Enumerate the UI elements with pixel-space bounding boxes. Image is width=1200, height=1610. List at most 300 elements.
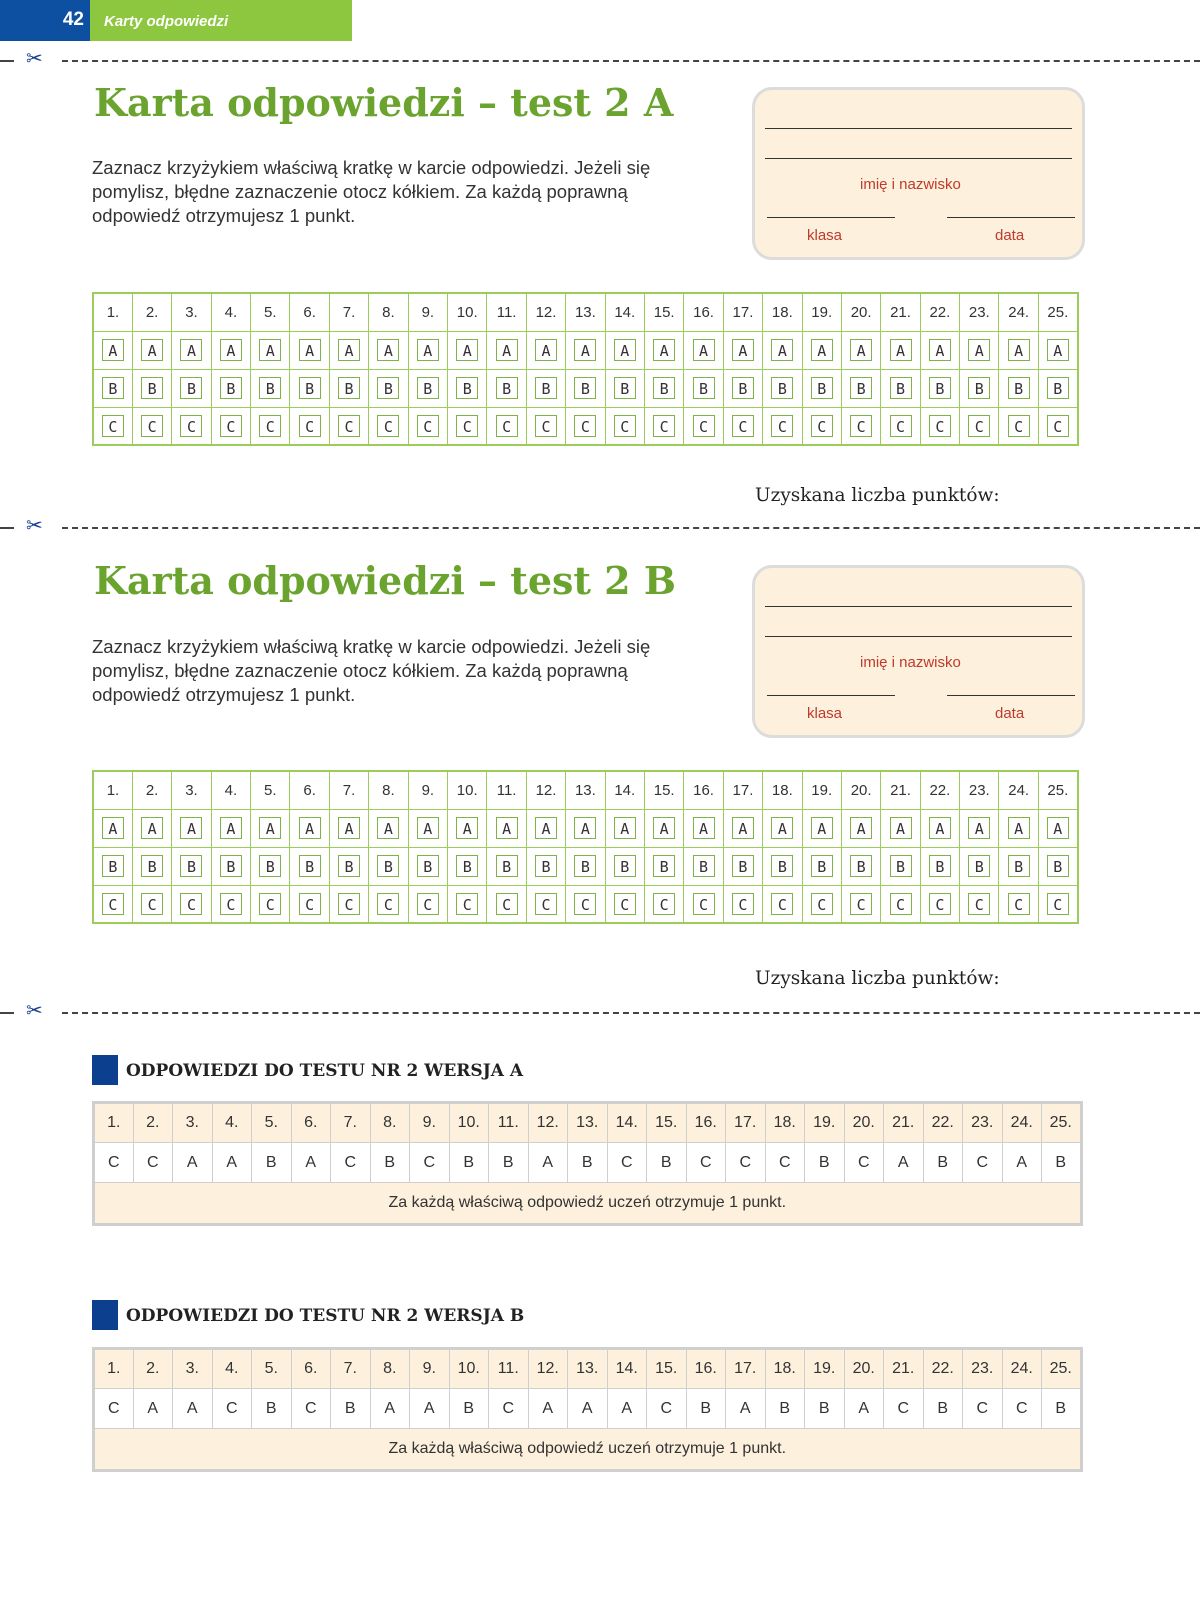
- question-number: 11.: [487, 771, 526, 809]
- answer-checkbox[interactable]: C: [180, 893, 202, 915]
- answer-checkbox[interactable]: C: [220, 415, 242, 437]
- class-line[interactable]: [767, 695, 895, 696]
- answer-checkbox[interactable]: C: [614, 893, 636, 915]
- correct-answer: B: [805, 1389, 845, 1429]
- answer-checkbox[interactable]: B: [1008, 377, 1030, 399]
- answer-cell: [329, 407, 368, 445]
- answer-checkbox[interactable]: A: [180, 339, 202, 361]
- answer-checkbox[interactable]: A: [574, 339, 596, 361]
- answer-cell: [999, 331, 1038, 369]
- answer-checkbox[interactable]: A: [811, 339, 833, 361]
- answer-checkbox[interactable]: A: [732, 339, 754, 361]
- answer-cell: [605, 369, 644, 407]
- question-number: 3.: [172, 771, 211, 809]
- answer-checkbox[interactable]: C: [693, 893, 715, 915]
- date-line[interactable]: [947, 695, 1075, 696]
- answer-checkbox[interactable]: B: [732, 855, 754, 877]
- answer-checkbox[interactable]: B: [968, 377, 990, 399]
- answer-checkbox[interactable]: B: [377, 377, 399, 399]
- correct-answer: B: [805, 1143, 845, 1183]
- answer-checkbox[interactable]: A: [299, 339, 321, 361]
- answer-checkbox[interactable]: C: [141, 893, 163, 915]
- answer-cell: [251, 369, 290, 407]
- answer-checkbox[interactable]: A: [102, 339, 124, 361]
- answer-cell: [290, 331, 329, 369]
- answer-checkbox[interactable]: B: [496, 855, 518, 877]
- answer-checkbox[interactable]: B: [614, 377, 636, 399]
- answer-cell: [93, 369, 132, 407]
- answer-checkbox[interactable]: B: [732, 377, 754, 399]
- answer-checkbox[interactable]: C: [929, 893, 951, 915]
- question-number: 24.: [999, 293, 1038, 331]
- question-number: 9.: [408, 293, 447, 331]
- answer-checkbox[interactable]: B: [574, 377, 596, 399]
- question-number: 18.: [765, 1349, 805, 1389]
- answer-checkbox[interactable]: B: [102, 855, 124, 877]
- answer-checkbox[interactable]: A: [771, 339, 793, 361]
- answer-cell: [684, 331, 723, 369]
- answer-cell: [526, 847, 565, 885]
- answer-checkbox[interactable]: A: [456, 339, 478, 361]
- answer-checkbox[interactable]: A: [968, 817, 990, 839]
- answer-cell: [881, 407, 920, 445]
- answer-checkbox[interactable]: A: [259, 817, 281, 839]
- answer-checkbox[interactable]: C: [1047, 415, 1069, 437]
- answer-checkbox[interactable]: C: [771, 415, 793, 437]
- answer-checkbox[interactable]: A: [614, 817, 636, 839]
- answer-checkbox[interactable]: C: [456, 893, 478, 915]
- question-number: 14.: [605, 293, 644, 331]
- answer-cell: [290, 885, 329, 923]
- answer-checkbox[interactable]: C: [377, 415, 399, 437]
- question-number: 4.: [212, 1349, 252, 1389]
- answer-checkbox[interactable]: B: [653, 377, 675, 399]
- test-a-student-info-box: [752, 87, 1085, 260]
- answer-checkbox[interactable]: A: [456, 817, 478, 839]
- answer-checkbox[interactable]: A: [1047, 339, 1069, 361]
- answer-checkbox[interactable]: C: [259, 893, 281, 915]
- answer-checkbox[interactable]: C: [929, 415, 951, 437]
- answer-checkbox[interactable]: C: [141, 415, 163, 437]
- answer-checkbox[interactable]: A: [1047, 817, 1069, 839]
- answer-checkbox[interactable]: C: [811, 415, 833, 437]
- answer-checkbox[interactable]: B: [1047, 855, 1069, 877]
- answer-checkbox[interactable]: C: [535, 415, 557, 437]
- answer-cell: [644, 885, 683, 923]
- answer-cell: [999, 809, 1038, 847]
- answer-checkbox[interactable]: C: [653, 893, 675, 915]
- correct-answer: B: [449, 1143, 489, 1183]
- answer-cell: [763, 331, 802, 369]
- answer-checkbox[interactable]: B: [102, 377, 124, 399]
- answer-cell: [448, 809, 487, 847]
- answer-checkbox[interactable]: B: [929, 377, 951, 399]
- answer-checkbox[interactable]: C: [890, 893, 912, 915]
- question-number: 7.: [331, 1349, 371, 1389]
- answer-checkbox[interactable]: B: [259, 377, 281, 399]
- answer-checkbox[interactable]: B: [574, 855, 596, 877]
- answer-cell: [93, 407, 132, 445]
- answer-checkbox[interactable]: A: [771, 817, 793, 839]
- question-number: 15.: [647, 1349, 687, 1389]
- answer-cell: [172, 369, 211, 407]
- answer-checkbox[interactable]: C: [259, 415, 281, 437]
- answer-checkbox[interactable]: B: [693, 855, 715, 877]
- answer-cell: [329, 885, 368, 923]
- answer-cell: [802, 369, 841, 407]
- answer-cell: [684, 885, 723, 923]
- answer-checkbox[interactable]: B: [850, 855, 872, 877]
- answer-cell: [566, 369, 605, 407]
- answer-cell: [290, 407, 329, 445]
- correct-answer: C: [94, 1143, 134, 1183]
- answer-checkbox[interactable]: C: [220, 893, 242, 915]
- answer-cell: [211, 847, 250, 885]
- answer-checkbox[interactable]: C: [338, 893, 360, 915]
- class-line[interactable]: [767, 217, 895, 218]
- answer-checkbox[interactable]: C: [968, 893, 990, 915]
- scissors-icon: ✂: [26, 998, 43, 1022]
- answer-checkbox[interactable]: C: [417, 893, 439, 915]
- answer-cell: [251, 847, 290, 885]
- cut-line: [0, 513, 1200, 537]
- question-number: 2.: [133, 1103, 173, 1143]
- answer-checkbox[interactable]: B: [653, 855, 675, 877]
- answer-checkbox[interactable]: C: [614, 415, 636, 437]
- answer-checkbox[interactable]: C: [574, 415, 596, 437]
- answer-cell: [1038, 847, 1077, 885]
- answer-checkbox[interactable]: A: [220, 817, 242, 839]
- answer-checkbox[interactable]: B: [496, 377, 518, 399]
- answer-cell: [723, 369, 762, 407]
- answer-checkbox[interactable]: C: [811, 893, 833, 915]
- answer-checkbox[interactable]: B: [338, 377, 360, 399]
- correct-answer: A: [726, 1389, 766, 1429]
- answer-checkbox[interactable]: B: [338, 855, 360, 877]
- correct-answer: C: [726, 1143, 766, 1183]
- answer-checkbox[interactable]: A: [693, 817, 715, 839]
- question-number: 8.: [369, 293, 408, 331]
- answer-checkbox[interactable]: C: [377, 893, 399, 915]
- answer-checkbox[interactable]: B: [377, 855, 399, 877]
- question-number: 24.: [1002, 1103, 1042, 1143]
- question-number: 16.: [686, 1349, 726, 1389]
- answer-checkbox[interactable]: A: [890, 817, 912, 839]
- answer-cell: [132, 809, 171, 847]
- answer-checkbox[interactable]: A: [102, 817, 124, 839]
- answer-cell: [132, 847, 171, 885]
- answer-cell: [566, 809, 605, 847]
- test-a-title: Karta odpowiedzi – test 2 A: [94, 80, 674, 125]
- answer-checkbox[interactable]: A: [850, 339, 872, 361]
- answer-checkbox[interactable]: A: [220, 339, 242, 361]
- answer-cell: [723, 407, 762, 445]
- class-label: klasa: [807, 227, 843, 244]
- answer-checkbox[interactable]: B: [771, 377, 793, 399]
- answer-cell: [93, 809, 132, 847]
- answer-checkbox[interactable]: C: [496, 415, 518, 437]
- answer-cell: [920, 847, 959, 885]
- answer-cell: [841, 885, 880, 923]
- key-b-heading-text: ODPOWIEDZI DO TESTU NR 2 WERSJA B: [126, 1306, 525, 1326]
- answer-checkbox[interactable]: B: [220, 855, 242, 877]
- answer-checkbox[interactable]: C: [299, 893, 321, 915]
- answer-checkbox[interactable]: C: [496, 893, 518, 915]
- answer-cell: [329, 331, 368, 369]
- answer-cell: [881, 369, 920, 407]
- answer-checkbox[interactable]: A: [968, 339, 990, 361]
- answer-checkbox[interactable]: A: [850, 817, 872, 839]
- answer-cell: [290, 809, 329, 847]
- answer-checkbox[interactable]: A: [614, 339, 636, 361]
- answer-cell: [369, 407, 408, 445]
- answer-cell: [605, 885, 644, 923]
- question-number: 10.: [448, 293, 487, 331]
- correct-answer: A: [212, 1143, 252, 1183]
- answer-checkbox[interactable]: B: [299, 377, 321, 399]
- answer-checkbox[interactable]: B: [141, 855, 163, 877]
- answer-cell: [448, 407, 487, 445]
- question-number: 22.: [923, 1103, 963, 1143]
- answer-cell: [369, 885, 408, 923]
- test-b-student-info-box: [752, 565, 1085, 738]
- answer-checkbox[interactable]: B: [1008, 855, 1030, 877]
- key-a-heading-text: ODPOWIEDZI DO TESTU NR 2 WERSJA A: [126, 1061, 524, 1081]
- answer-checkbox[interactable]: C: [732, 415, 754, 437]
- answer-cell: [487, 369, 526, 407]
- answer-checkbox[interactable]: C: [299, 415, 321, 437]
- answer-cell: [644, 331, 683, 369]
- answer-checkbox[interactable]: A: [338, 339, 360, 361]
- cut-line: [0, 46, 1200, 70]
- answer-checkbox[interactable]: B: [614, 855, 636, 877]
- answer-checkbox[interactable]: B: [299, 855, 321, 877]
- correct-answer: C: [291, 1389, 331, 1429]
- answer-checkbox[interactable]: A: [141, 339, 163, 361]
- answer-checkbox[interactable]: B: [1047, 377, 1069, 399]
- answer-cell: [566, 407, 605, 445]
- correct-answer: A: [291, 1143, 331, 1183]
- answer-cell: [920, 407, 959, 445]
- name-line[interactable]: [765, 158, 1072, 159]
- answer-checkbox[interactable]: C: [180, 415, 202, 437]
- answer-cell: [172, 331, 211, 369]
- question-number: 17.: [723, 293, 762, 331]
- answer-cell: [644, 369, 683, 407]
- answer-cell: [251, 331, 290, 369]
- answer-checkbox[interactable]: C: [732, 893, 754, 915]
- question-number: 13.: [566, 771, 605, 809]
- answer-checkbox[interactable]: C: [456, 415, 478, 437]
- heading-marker: [92, 1055, 118, 1085]
- page-number-block: [0, 0, 90, 41]
- answer-checkbox[interactable]: B: [535, 855, 557, 877]
- answer-checkbox[interactable]: A: [141, 817, 163, 839]
- test-b-score-label: Uzyskana liczba punktów:: [755, 968, 1000, 989]
- answer-checkbox[interactable]: B: [850, 377, 872, 399]
- answer-checkbox[interactable]: A: [338, 817, 360, 839]
- correct-answer: B: [449, 1389, 489, 1429]
- question-number: 14.: [607, 1349, 647, 1389]
- answer-checkbox[interactable]: B: [535, 377, 557, 399]
- answer-checkbox[interactable]: A: [496, 339, 518, 361]
- answer-checkbox[interactable]: A: [377, 339, 399, 361]
- answer-cell: [960, 331, 999, 369]
- question-number: 23.: [963, 1349, 1003, 1389]
- answer-checkbox[interactable]: A: [1008, 817, 1030, 839]
- answer-checkbox[interactable]: B: [180, 855, 202, 877]
- correct-answer: C: [133, 1143, 173, 1183]
- question-number: 20.: [844, 1103, 884, 1143]
- answer-checkbox[interactable]: C: [850, 415, 872, 437]
- answer-checkbox[interactable]: A: [1008, 339, 1030, 361]
- answer-cell: [605, 331, 644, 369]
- correct-answer: C: [963, 1143, 1003, 1183]
- correct-answer: B: [1042, 1143, 1082, 1183]
- answer-checkbox[interactable]: A: [535, 817, 557, 839]
- question-number: 3.: [172, 293, 211, 331]
- answer-cell: [605, 809, 644, 847]
- answer-cell: [802, 847, 841, 885]
- answer-checkbox[interactable]: A: [929, 817, 951, 839]
- answer-checkbox[interactable]: A: [417, 339, 439, 361]
- answer-cell: [723, 847, 762, 885]
- answer-cell: [290, 369, 329, 407]
- correct-answer: B: [252, 1143, 292, 1183]
- answer-checkbox[interactable]: B: [259, 855, 281, 877]
- answer-cell: [487, 847, 526, 885]
- correct-answer: A: [370, 1389, 410, 1429]
- answer-checkbox[interactable]: C: [1008, 415, 1030, 437]
- answer-cell: [644, 809, 683, 847]
- name-line[interactable]: [765, 128, 1072, 129]
- answer-checkbox[interactable]: A: [811, 817, 833, 839]
- answer-checkbox[interactable]: A: [259, 339, 281, 361]
- answer-checkbox[interactable]: B: [220, 377, 242, 399]
- cut-line: [0, 998, 1200, 1022]
- correct-answer: C: [489, 1389, 529, 1429]
- answer-checkbox[interactable]: C: [574, 893, 596, 915]
- question-number: 10.: [448, 771, 487, 809]
- question-number: 17.: [726, 1349, 766, 1389]
- answer-checkbox[interactable]: B: [811, 855, 833, 877]
- answer-checkbox[interactable]: B: [693, 377, 715, 399]
- scoring-note: Za każdą właściwą odpowiedź uczeń otrzymuje 1 punkt.: [94, 1183, 1082, 1225]
- question-number: 8.: [369, 771, 408, 809]
- answer-checkbox[interactable]: C: [102, 893, 124, 915]
- answer-checkbox[interactable]: A: [496, 817, 518, 839]
- answer-checkbox[interactable]: C: [693, 415, 715, 437]
- question-number: 24.: [1002, 1349, 1042, 1389]
- answer-checkbox[interactable]: A: [574, 817, 596, 839]
- answer-checkbox[interactable]: A: [299, 817, 321, 839]
- answer-checkbox[interactable]: C: [417, 415, 439, 437]
- name-label: imię i nazwisko: [860, 176, 961, 193]
- answer-cell: [960, 407, 999, 445]
- question-number: 15.: [647, 1103, 687, 1143]
- answer-checkbox[interactable]: B: [417, 855, 439, 877]
- correct-answer: C: [410, 1143, 450, 1183]
- date-line[interactable]: [947, 217, 1075, 218]
- correct-answer: C: [963, 1389, 1003, 1429]
- test-a-instructions: Zaznacz krzyżykiem właściwą kratkę w karcie odpowiedzi. Jeżeli się pomylisz, błędne zaznaczenie otocz kółkiem. Za każdą poprawną odpowiedź otrzymujesz 1 punkt.: [92, 157, 651, 226]
- page-number: 42: [62, 9, 84, 30]
- question-number: 25.: [1038, 293, 1077, 331]
- question-number: 13.: [568, 1349, 608, 1389]
- question-number: 4.: [211, 293, 250, 331]
- name-line[interactable]: [765, 636, 1072, 637]
- question-number: 21.: [881, 771, 920, 809]
- question-number: 21.: [881, 293, 920, 331]
- answer-checkbox[interactable]: A: [377, 817, 399, 839]
- question-number: 22.: [920, 771, 959, 809]
- answer-checkbox[interactable]: B: [890, 377, 912, 399]
- answer-checkbox[interactable]: C: [968, 415, 990, 437]
- answer-checkbox[interactable]: B: [456, 855, 478, 877]
- answer-checkbox[interactable]: B: [811, 377, 833, 399]
- answer-checkbox[interactable]: A: [890, 339, 912, 361]
- answer-checkbox[interactable]: C: [653, 415, 675, 437]
- answer-checkbox[interactable]: A: [180, 817, 202, 839]
- answer-cell: [1038, 331, 1077, 369]
- answer-checkbox[interactable]: A: [929, 339, 951, 361]
- answer-checkbox[interactable]: C: [535, 893, 557, 915]
- question-number: 11.: [487, 293, 526, 331]
- correct-answer: B: [1042, 1389, 1082, 1429]
- answer-checkbox[interactable]: C: [338, 415, 360, 437]
- answer-checkbox[interactable]: C: [890, 415, 912, 437]
- answer-cell: [723, 331, 762, 369]
- answer-checkbox[interactable]: B: [968, 855, 990, 877]
- answer-checkbox[interactable]: A: [653, 339, 675, 361]
- answer-checkbox[interactable]: B: [929, 855, 951, 877]
- answer-checkbox[interactable]: C: [1047, 893, 1069, 915]
- question-number: 19.: [802, 293, 841, 331]
- correct-answer: C: [607, 1143, 647, 1183]
- answer-cell: [211, 369, 250, 407]
- correct-answer: A: [844, 1389, 884, 1429]
- answer-cell: [763, 809, 802, 847]
- answer-checkbox[interactable]: B: [141, 377, 163, 399]
- answer-cell: [172, 847, 211, 885]
- answer-checkbox[interactable]: A: [693, 339, 715, 361]
- answer-checkbox[interactable]: B: [456, 377, 478, 399]
- scissors-icon: ✂: [26, 513, 43, 537]
- answer-cell: [211, 331, 250, 369]
- answer-checkbox[interactable]: B: [890, 855, 912, 877]
- correct-answer: B: [331, 1389, 371, 1429]
- answer-checkbox[interactable]: C: [1008, 893, 1030, 915]
- answer-checkbox[interactable]: A: [732, 817, 754, 839]
- answer-checkbox[interactable]: A: [417, 817, 439, 839]
- correct-answer: A: [1002, 1143, 1042, 1183]
- answer-checkbox[interactable]: B: [771, 855, 793, 877]
- answer-checkbox[interactable]: B: [180, 377, 202, 399]
- answer-checkbox[interactable]: C: [850, 893, 872, 915]
- question-number: 19.: [805, 1349, 845, 1389]
- question-number: 5.: [251, 771, 290, 809]
- answer-checkbox[interactable]: A: [535, 339, 557, 361]
- name-line[interactable]: [765, 606, 1072, 607]
- answer-checkbox[interactable]: B: [417, 377, 439, 399]
- answer-checkbox[interactable]: A: [653, 817, 675, 839]
- scissors-icon: ✂: [26, 46, 43, 70]
- answer-checkbox[interactable]: C: [771, 893, 793, 915]
- question-number: 5.: [251, 293, 290, 331]
- answer-cell: [960, 809, 999, 847]
- answer-checkbox[interactable]: C: [102, 415, 124, 437]
- correct-answer: C: [765, 1143, 805, 1183]
